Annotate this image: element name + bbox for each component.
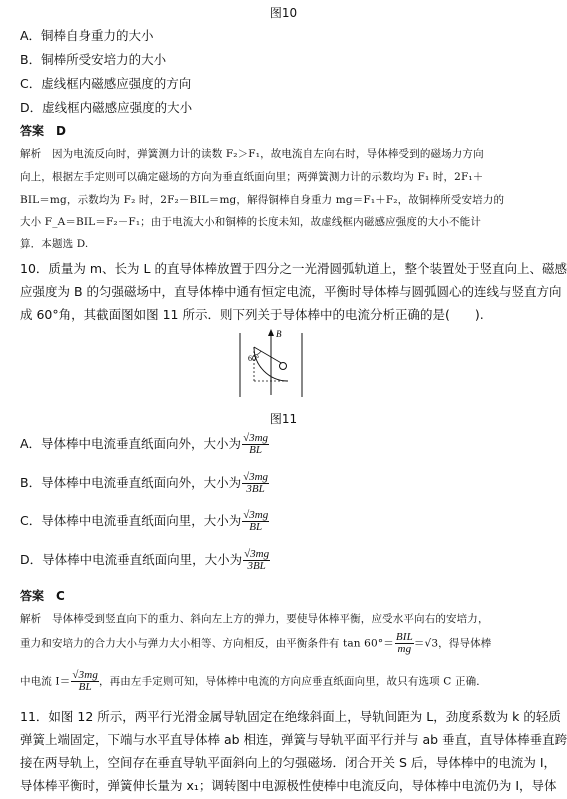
q9-explanation-line-5: 算．本题选 D. <box>20 238 89 250</box>
q10-text-line-1: 10．质量为 m、长为 L 的直导体棒放置于四分之一光滑圆弧轨道上，整个装置处于竖直向上、磁感 <box>20 261 567 276</box>
q9-explanation-line-4: 大小 F_A＝BIL＝F₂－F₁；由于电流大小和铜棒的长度未知，故虚线框内磁感应强度的大小不能计 <box>20 216 481 228</box>
q10-option-b-value: $\frac{√3mg}{3BL}$ <box>243 471 269 495</box>
q9-explanation-line-2: 向上，根据左手定则可以确定磁场的方向为垂直纸面向里；两弹簧测力计的示数均为 F₁ 时，2F₁＋ <box>20 171 484 183</box>
q9-answer: 答案 D <box>20 124 66 138</box>
figure-10-caption: 图10 <box>269 6 298 20</box>
q9-explanation-line-3: BIL＝mg，示数均为 F₂ 时，2F₂－BIL＝mg，解得铜棒自身重力 mg＝F₁＋F₂，故铜棒所受安培力的 <box>20 194 505 206</box>
q10-option-a: A．导体棒中电流垂直纸面向外，大小为 $\frac{√3mg}{BL}$ <box>20 432 269 456</box>
q10-text-line-2: 应强度为 B 的匀强磁场中，直导体棒中通有恒定电流，平衡时导体棒与圆弧圆心的连线与竖直方向 <box>20 284 562 299</box>
conductor-rod-icon <box>280 363 287 370</box>
q10-explanation-line-2: 重力和安培力的合力大小与弹力大小相等、方向相反，由平衡条件有 tan 60°＝ $\frac{\text{BIL}}{mg}$ ＝√3，得导体棒 <box>20 631 492 655</box>
q9-option-b: B．铜棒所受安培力的大小 <box>20 52 167 67</box>
q10-option-b: B．导体棒中电流垂直纸面向外，大小为 $\frac{√3mg}{3BL}$ <box>20 471 269 495</box>
q10-explanation-line-3: 中电流 I＝ $\frac{√3mg}{BL}$ ，再由左手定则可知，导体棒中电流的方向应垂直纸面向里，故只有选项 C 正确． <box>20 669 487 693</box>
q10-option-d: D．导体棒中电流垂直纸面向里，大小为 $\frac{√3mg}{3BL}$ <box>20 548 270 572</box>
q9-option-a: A．铜棒自身重力的大小 <box>20 28 154 43</box>
q10-explanation-line-1: 解析 导体棒受到竖直向下的重力、斜向左上方的弹力，要使导体棒平衡，应受水平向右的安培力， <box>20 613 489 625</box>
q9-option-d: D．虚线框内磁感应强度的大小 <box>20 100 193 115</box>
q10-explanation-tan-fraction: $\frac{\text{BIL}}{mg}$ <box>395 631 413 655</box>
figure-11-caption: 图11 <box>269 412 298 426</box>
q11-text-line-2: 弹簧上端固定，下端与水平直导体棒 ab 相连，弹簧与导轨平面平行并与 ab 垂直，直导体棒垂直跨 <box>20 732 567 747</box>
q11-text-line-1: 11．如图 12 所示，两平行光滑金属导轨固定在绝缘斜面上，导轨间距为 L，劲度系数为 k 的轻质 <box>20 709 561 724</box>
q10-text-line-3: 成 60°角，其截面图如图 11 所示．则下列关于导体棒中的电流分析正确的是( ). <box>20 307 484 322</box>
q10-option-c-value: $\frac{√3mg}{BL}$ <box>243 509 269 533</box>
q10-option-c: C．导体棒中电流垂直纸面向里，大小为 $\frac{√3mg}{BL}$ <box>20 509 269 533</box>
q10-explanation-current-fraction: $\frac{√3mg}{BL}$ <box>72 669 98 693</box>
angle-label: 60° <box>248 354 260 363</box>
q10-answer: 答案 C <box>20 589 65 603</box>
q11-text-line-3: 接在两导轨上，空间存在垂直导轨平面斜向上的匀强磁场．闭合开关 S 后，导体棒中的电流为 I， <box>20 755 557 770</box>
q9-explanation-line-1: 解析 因为电流反向时，弹簧测力计的读数 F₂＞F₁，故电流自左向右时，导体棒受到的磁场力方向 <box>20 148 484 160</box>
q9-option-c: C．虚线框内磁感应强度的方向 <box>20 76 192 91</box>
q11-text-line-4: 导体棒平衡时，弹簧伸长量为 x₁；调转图中电源极性使棒中电流反向，导体棒中电流仍为 I，导体 <box>20 778 557 793</box>
field-label-b: B <box>276 329 282 339</box>
figure-11-diagram <box>232 327 310 399</box>
q10-option-d-value: $\frac{√3mg}{3BL}$ <box>244 548 270 572</box>
q10-option-a-value: $\frac{√3mg}{BL}$ <box>243 432 269 456</box>
